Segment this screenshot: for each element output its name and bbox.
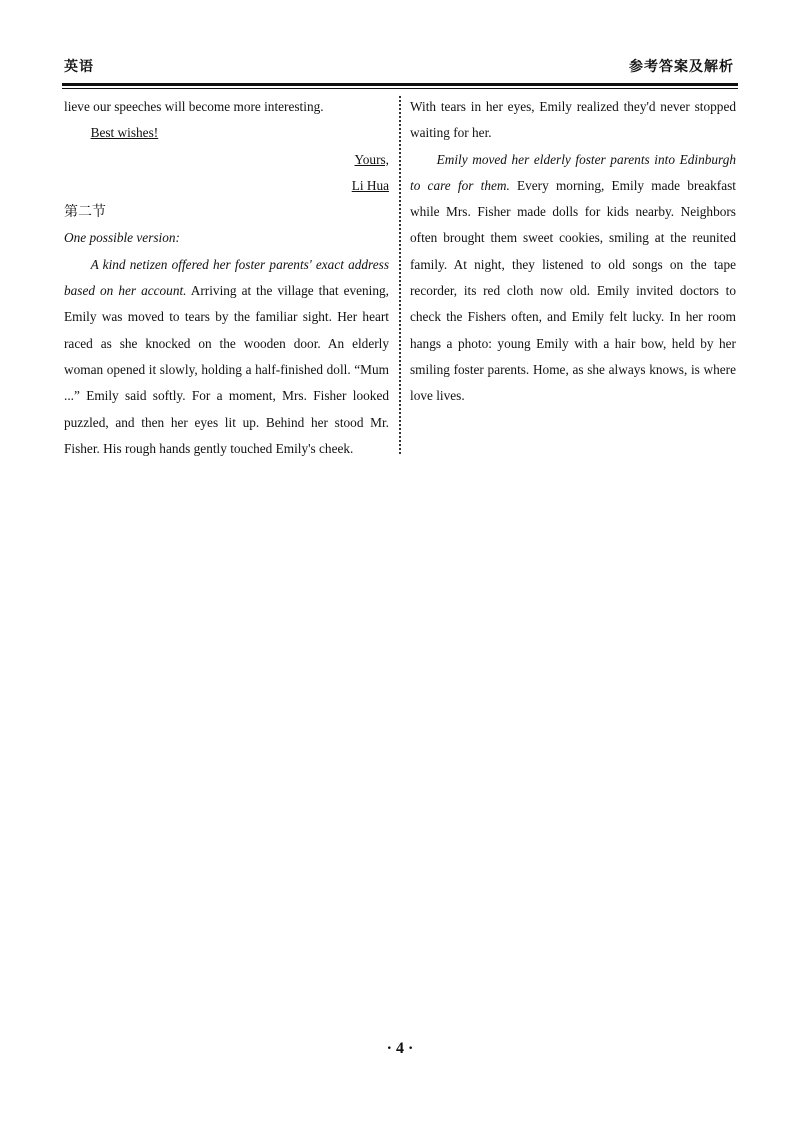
header-rule-thin	[62, 88, 738, 89]
column-divider	[399, 96, 401, 454]
letter-signature: Li Hua	[351, 177, 389, 193]
left-column	[64, 94, 389, 462]
story-paragraph-2: With tears in her eyes, Emily realized they'd never stopped waiting for her.	[410, 99, 736, 141]
version-label: One possible version:	[64, 230, 180, 246]
subject-title: 英语	[64, 59, 94, 75]
story-paragraph-1: A kind netizen offered her foster parents' exact address based on her account. Arriving at the village that evening, Emily was moved to tears by the familiar sight. Her heart raced as she knocked on the wooden door. An elderly woman opened it slowly, holding a half-finished doll. “Mum ...” Emily said softly. For a moment, Mrs. Fisher looked puzzled, and then her eyes lit up. Behind her stood Mr. Fisher. His rough hands gently touched Emily's cheek.	[64, 256, 389, 456]
letter-closing: Best wishes!	[90, 125, 159, 141]
header-rule-thick	[62, 83, 738, 86]
page-header	[62, 56, 738, 82]
section-title: 参考答案及解析	[629, 59, 734, 75]
letter-end-line: lieve our speeches will become more interesting.	[64, 99, 324, 114]
story-paragraph-3: Emily moved her elderly foster parents into Edinburgh to care for them. Every morning, Emily made breakfast while Mrs. Fisher made dolls for kids nearby. Neighbors often brought them sweet cookies, smiling at the reunited family. At night, they listened to old songs on the tape recorder, its red cloth now old. Emily invited doctors to check the Fishers often, and Emily felt lucky. In her room hangs a photo: young Emily with a hair bow, held by her smiling foster parents. Home, as she always knows, is where love lives.	[410, 151, 736, 404]
right-column	[410, 94, 736, 410]
letter-signoff: Yours,	[354, 151, 389, 167]
section-heading: 第二节	[64, 204, 106, 221]
page-number: · 4 ·	[386, 1040, 414, 1057]
